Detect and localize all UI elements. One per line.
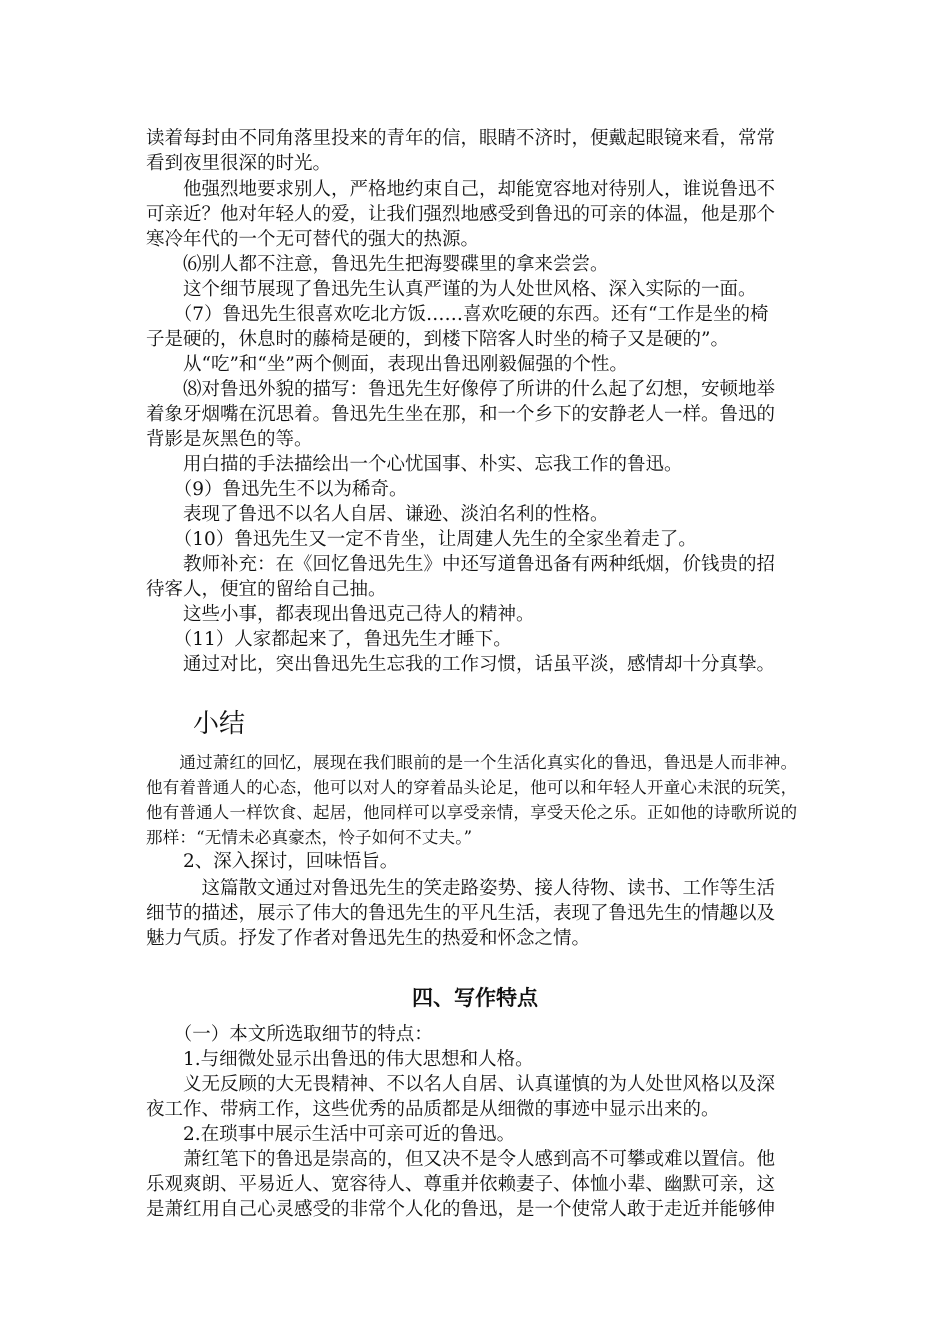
- text-line: 读着每封由不同角落里投来的青年的信，眼睛不济时，便戴起眼镜来看，常常: [146, 128, 776, 149]
- text-line: 从“吃”和“坐”两个侧面，表现出鲁迅刚毅倔强的个性。: [146, 354, 628, 375]
- text-line: 这篇散文通过对鲁迅先生的笑走路姿势、接人待物、读书、工作等生活: [146, 878, 776, 899]
- text-line: 他强烈地要求别人，严格地约束自己，却能宽容地对待别人，谁说鲁迅不: [146, 179, 776, 200]
- summary-heading: 小结: [193, 709, 246, 739]
- text-line: 寒冷年代的一个无可替代的强大的热源。: [146, 229, 480, 250]
- text-line: 背影是灰黑色的等。: [146, 429, 313, 450]
- text-line: 通过萧红的回忆，展现在我们眼前的是一个生活化真实化的鲁迅，鲁迅是人而非神。: [146, 753, 798, 772]
- text-line: 萧红笔下的鲁迅是崇高的，但又决不是令人感到高不可攀或难以置信。他: [146, 1149, 776, 1170]
- text-line: ⑹别人都不注意，鲁迅先生把海婴碟里的拿来尝尝。: [146, 254, 609, 275]
- text-line: （9）鲁迅先生不以为稀奇。: [146, 479, 408, 500]
- text-line: 教师补充：在《回忆鲁迅先生》中还写道鲁迅备有两种纸烟，价钱贵的招: [146, 554, 776, 575]
- text-line: 魅力气质。抒发了作者对鲁迅先生的热爱和怀念之情。: [146, 928, 591, 949]
- text-line: 2、深入探讨，回味悟旨。: [146, 851, 399, 872]
- text-line: 用白描的手法描绘出一个心忧国事、朴实、忘我工作的鲁迅。: [146, 454, 683, 475]
- text-line: 他有普通人一样饮食、起居，他同样可以享受亲情，享受天伦之乐。正如他的诗歌所说的: [146, 803, 798, 822]
- text-line: 2.在琐事中展示生活中可亲可近的鲁迅。: [146, 1124, 516, 1145]
- text-line: 1.与细微处显示出鲁迅的伟大思想和人格。: [146, 1049, 534, 1070]
- text-line: 那样：“无情未必真豪杰，怜子如何不丈夫。”: [146, 828, 473, 847]
- text-line: 可亲近？他对年轻人的爱，让我们强烈地感受到鲁迅的可亲的体温，他是那个: [146, 204, 776, 225]
- section-heading: 四、写作特点: [412, 986, 538, 1010]
- text-line: 表现了鲁迅不以名人自居、谦逊、淡泊名利的性格。: [146, 504, 609, 525]
- text-line: 着象牙烟嘴在沉思着。鲁迅先生坐在那，和一个乡下的安静老人一样。鲁迅的: [146, 404, 776, 425]
- text-line: （一）本文所选取细节的特点：: [146, 1024, 433, 1045]
- text-line: ⑻对鲁迅外貌的描写：鲁迅先生好像停了所讲的什么起了幻想，安顿地举: [146, 379, 776, 400]
- text-line: 通过对比，突出鲁迅先生忘我的工作习惯，话虽平淡，感情却十分真挚。: [146, 654, 776, 675]
- text-line: 待客人，便宜的留给自己抽。: [146, 579, 387, 600]
- text-line: 这个细节展现了鲁迅先生认真严谨的为人处世风格、深入实际的一面。: [146, 279, 757, 300]
- text-line: 是萧红用自己心灵感受的非常个人化的鲁迅，是一个使常人敢于走近并能够伸: [146, 1199, 776, 1220]
- text-line: 看到夜里很深的时光。: [146, 153, 332, 174]
- text-line: 夜工作、带病工作，这些优秀的品质都是从细微的事迹中显示出来的。: [146, 1099, 720, 1120]
- text-line: 子是硬的，休息时的藤椅是硬的，到楼下陪客人时坐的椅子又是硬的”。: [146, 329, 729, 350]
- text-line: 义无反顾的大无畏精神、不以名人自居、认真谨慎的为人处世风格以及深: [146, 1074, 776, 1095]
- text-line: （7）鲁迅先生很喜欢吃北方饭……喜欢吃硬的东西。还有“工作是坐的椅: [146, 304, 769, 325]
- text-line: 乐观爽朗、平易近人、宽容待人、尊重并依赖妻子、体恤小辈、幽默可亲，这: [146, 1174, 776, 1195]
- text-line: （10）鲁迅先生又一定不肯坐，让周建人先生的全家坐着走了。: [146, 529, 697, 550]
- text-line: 他有着普通人的心态，他可以对人的穿着品头论足，他可以和年轻人开童心未泯的玩笑，: [146, 778, 798, 797]
- text-line: 细节的描述，展示了伟大的鲁迅先生的平凡生活，表现了鲁迅先生的情趣以及: [146, 903, 776, 924]
- text-line: 这些小事，都表现出鲁迅克己待人的精神。: [146, 604, 535, 625]
- text-line: （11）人家都起来了，鲁迅先生才睡下。: [146, 629, 512, 650]
